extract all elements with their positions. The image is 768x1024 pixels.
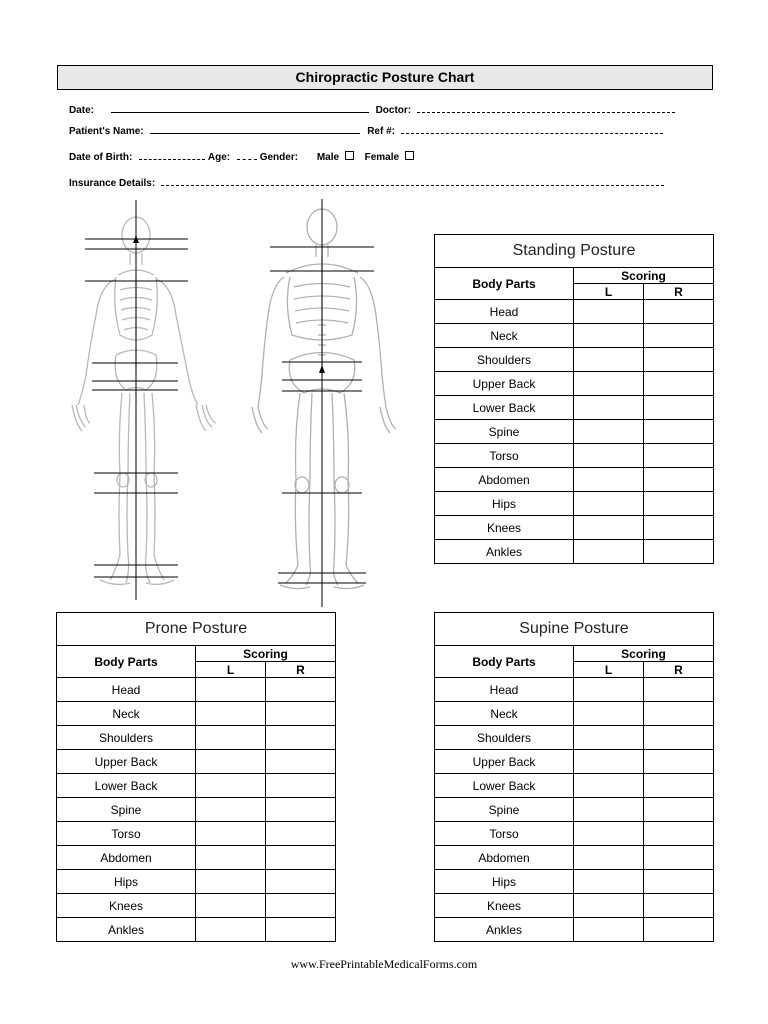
table-row (435, 540, 714, 564)
score-left-cell[interactable] (574, 678, 644, 702)
table-row (435, 846, 714, 870)
score-left-cell[interactable] (196, 726, 266, 750)
table-row (435, 894, 714, 918)
score-right-cell[interactable] (644, 492, 714, 516)
dob-label: Date of Birth: (69, 152, 133, 163)
table-row (435, 396, 714, 420)
prone-posture-title: Prone Posture (57, 613, 336, 646)
score-right-cell[interactable] (644, 870, 714, 894)
score-left-cell[interactable] (574, 540, 644, 564)
body-part-label: Head (57, 678, 196, 702)
table-row (435, 678, 714, 702)
score-left-cell[interactable] (196, 846, 266, 870)
score-left-cell[interactable] (196, 822, 266, 846)
score-left-cell[interactable] (574, 300, 644, 324)
body-part-label: Hips (57, 870, 196, 894)
score-left-cell[interactable] (574, 324, 644, 348)
body-part-label: Neck (435, 324, 574, 348)
table-row (57, 846, 336, 870)
body-part-label: Shoulders (435, 348, 574, 372)
score-right-cell[interactable] (644, 540, 714, 564)
score-left-cell[interactable] (574, 396, 644, 420)
score-right-cell[interactable] (266, 894, 336, 918)
score-right-cell[interactable] (266, 798, 336, 822)
score-right-cell[interactable] (644, 348, 714, 372)
body-part-label: Upper Back (57, 750, 196, 774)
patient-ref-row (69, 124, 663, 137)
table-row (435, 444, 714, 468)
table-row (57, 774, 336, 798)
scoring-header: Scoring (574, 646, 714, 662)
prone-posture-table (56, 612, 336, 942)
page-title: Chiropractic Posture Chart (57, 65, 713, 90)
body-parts-header: Body Parts (435, 268, 574, 300)
score-right-cell[interactable] (644, 372, 714, 396)
table-row (435, 300, 714, 324)
body-part-label: Shoulders (435, 726, 574, 750)
right-header: R (266, 662, 336, 678)
score-left-cell[interactable] (196, 870, 266, 894)
score-right-cell[interactable] (644, 516, 714, 540)
score-right-cell[interactable] (644, 324, 714, 348)
date-label: Date: (69, 105, 95, 116)
table-row (57, 702, 336, 726)
age-label: Age: (207, 152, 231, 163)
score-right-cell[interactable] (266, 870, 336, 894)
patient-name-field[interactable] (150, 124, 360, 134)
standing-posture-table (434, 234, 714, 564)
body-part-label: Lower Back (57, 774, 196, 798)
table-row (435, 492, 714, 516)
table-row (57, 822, 336, 846)
body-part-label: Lower Back (435, 396, 574, 420)
score-left-cell[interactable] (574, 468, 644, 492)
table-row (435, 516, 714, 540)
scoring-header: Scoring (196, 646, 336, 662)
body-part-label: Spine (57, 798, 196, 822)
body-part-label: Spine (435, 798, 574, 822)
table-row (435, 726, 714, 750)
body-part-label: Hips (435, 870, 574, 894)
body-part-label: Abdomen (435, 846, 574, 870)
table-row (57, 798, 336, 822)
score-right-cell[interactable] (266, 822, 336, 846)
score-right-cell[interactable] (644, 726, 714, 750)
score-left-cell[interactable] (196, 894, 266, 918)
score-left-cell[interactable] (574, 798, 644, 822)
body-part-label: Abdomen (57, 846, 196, 870)
body-part-label: Head (435, 300, 574, 324)
score-right-cell[interactable] (644, 468, 714, 492)
table-row (435, 702, 714, 726)
table-row (435, 870, 714, 894)
table-row (435, 798, 714, 822)
body-part-label: Head (435, 678, 574, 702)
body-part-label: Torso (435, 822, 574, 846)
score-right-cell[interactable] (266, 726, 336, 750)
insurance-label: Insurance Details: (69, 178, 156, 189)
footer-website: www.FreePrintableMedicalForms.com (290, 957, 478, 971)
body-part-label: Hips (435, 492, 574, 516)
body-part-label: Ankles (435, 918, 574, 942)
score-left-cell[interactable] (574, 702, 644, 726)
score-left-cell[interactable] (574, 348, 644, 372)
dob-age-gender-row (69, 150, 414, 163)
right-header: R (644, 284, 714, 300)
body-part-label: Torso (57, 822, 196, 846)
male-label: Male (316, 152, 340, 163)
score-right-cell[interactable] (644, 396, 714, 420)
table-row (435, 468, 714, 492)
score-right-cell[interactable] (266, 678, 336, 702)
body-part-label: Knees (435, 894, 574, 918)
score-left-cell[interactable] (574, 726, 644, 750)
body-part-label: Neck (57, 702, 196, 726)
score-right-cell[interactable] (644, 798, 714, 822)
body-part-label: Upper Back (435, 372, 574, 396)
body-part-label: Neck (435, 702, 574, 726)
body-part-label: Shoulders (57, 726, 196, 750)
table-row (57, 678, 336, 702)
score-left-cell[interactable] (574, 894, 644, 918)
age-field[interactable] (237, 150, 257, 160)
doctor-label: Doctor: (375, 105, 412, 116)
score-left-cell[interactable] (196, 918, 266, 942)
score-left-cell[interactable] (574, 870, 644, 894)
table-row (435, 918, 714, 942)
score-right-cell[interactable] (266, 846, 336, 870)
score-right-cell[interactable] (266, 702, 336, 726)
body-part-label: Upper Back (435, 750, 574, 774)
date-doctor-row (69, 103, 675, 116)
score-right-cell[interactable] (644, 822, 714, 846)
score-left-cell[interactable] (574, 444, 644, 468)
score-left-cell[interactable] (574, 822, 644, 846)
standing-posture-title: Standing Posture (435, 235, 714, 268)
body-parts-header: Body Parts (57, 646, 196, 678)
score-right-cell[interactable] (266, 918, 336, 942)
score-left-cell[interactable] (574, 918, 644, 942)
score-left-cell[interactable] (574, 846, 644, 870)
supine-posture-title: Supine Posture (435, 613, 714, 646)
female-label: Female (364, 152, 400, 163)
body-part-label: Ankles (435, 540, 574, 564)
score-left-cell[interactable] (196, 774, 266, 798)
skeleton-back-figure (240, 195, 410, 610)
male-checkbox[interactable] (345, 151, 354, 160)
dob-field[interactable] (139, 150, 205, 160)
supine-posture-table (434, 612, 714, 942)
table-row (435, 324, 714, 348)
score-right-cell[interactable] (644, 894, 714, 918)
patient-name-label: Patient's Name: (69, 126, 144, 137)
score-left-cell[interactable] (196, 702, 266, 726)
ref-label: Ref #: (367, 126, 395, 137)
score-right-cell[interactable] (644, 774, 714, 798)
doctor-field[interactable] (417, 103, 675, 113)
left-header: L (574, 284, 644, 300)
score-left-cell[interactable] (574, 420, 644, 444)
insurance-field[interactable] (161, 176, 664, 186)
table-row (57, 750, 336, 774)
body-part-label: Knees (435, 516, 574, 540)
score-left-cell[interactable] (196, 678, 266, 702)
insurance-row (69, 176, 664, 189)
table-row (57, 726, 336, 750)
score-right-cell[interactable] (644, 420, 714, 444)
scoring-header: Scoring (574, 268, 714, 284)
score-left-cell[interactable] (574, 750, 644, 774)
table-row (57, 918, 336, 942)
score-left-cell[interactable] (574, 516, 644, 540)
score-left-cell[interactable] (574, 492, 644, 516)
score-right-cell[interactable] (644, 750, 714, 774)
date-field[interactable] (111, 103, 369, 113)
score-left-cell[interactable] (574, 372, 644, 396)
ref-field[interactable] (401, 124, 663, 134)
table-row (435, 822, 714, 846)
body-part-label: Abdomen (435, 468, 574, 492)
score-left-cell[interactable] (196, 750, 266, 774)
score-right-cell[interactable] (644, 300, 714, 324)
score-right-cell[interactable] (266, 750, 336, 774)
score-right-cell[interactable] (644, 846, 714, 870)
table-row (435, 348, 714, 372)
body-parts-header: Body Parts (435, 646, 574, 678)
female-checkbox[interactable] (405, 151, 414, 160)
table-row (57, 870, 336, 894)
gender-label: Gender: (259, 152, 299, 163)
score-right-cell[interactable] (644, 702, 714, 726)
right-header: R (644, 662, 714, 678)
left-header: L (574, 662, 644, 678)
body-part-label: Spine (435, 420, 574, 444)
skeleton-front-figure (60, 195, 240, 605)
table-row (435, 774, 714, 798)
score-right-cell[interactable] (644, 918, 714, 942)
score-left-cell[interactable] (574, 774, 644, 798)
body-part-label: Lower Back (435, 774, 574, 798)
body-part-label: Knees (57, 894, 196, 918)
left-header: L (196, 662, 266, 678)
table-row (435, 750, 714, 774)
score-right-cell[interactable] (266, 774, 336, 798)
body-part-label: Ankles (57, 918, 196, 942)
table-row (57, 894, 336, 918)
score-right-cell[interactable] (644, 678, 714, 702)
body-part-label: Torso (435, 444, 574, 468)
table-row (435, 372, 714, 396)
score-left-cell[interactable] (196, 798, 266, 822)
table-row (435, 420, 714, 444)
score-right-cell[interactable] (644, 444, 714, 468)
